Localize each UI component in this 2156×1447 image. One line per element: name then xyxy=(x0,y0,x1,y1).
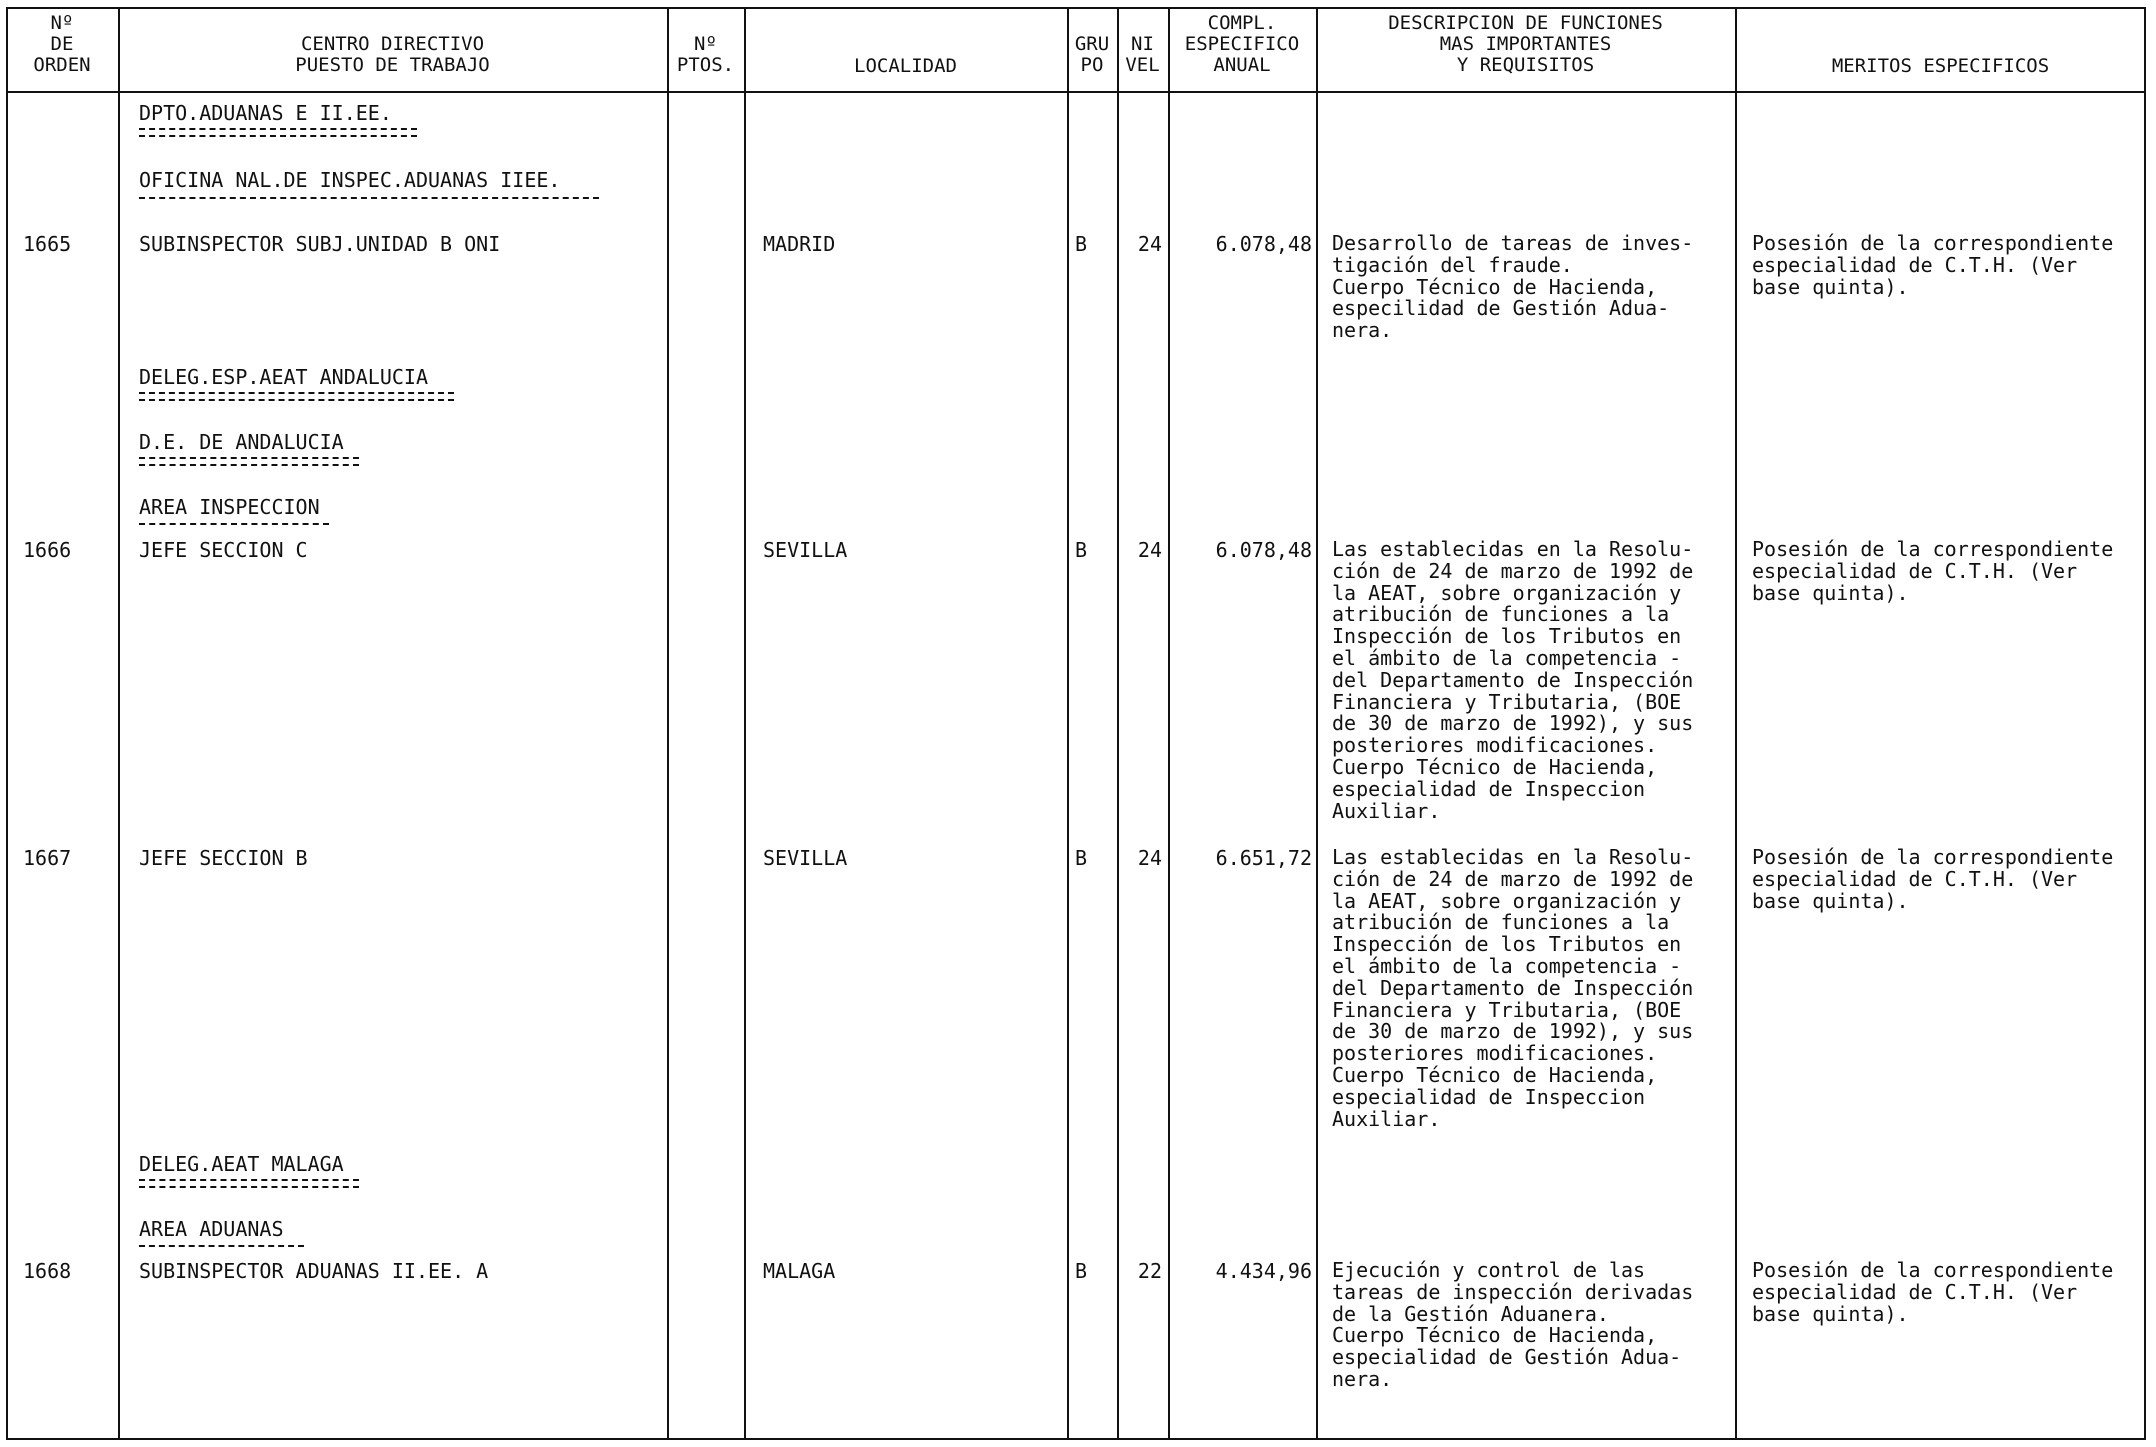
column-divider xyxy=(667,7,669,1440)
column-divider xyxy=(1316,7,1318,1440)
single-underline xyxy=(139,523,329,525)
column-divider xyxy=(1117,7,1119,1440)
header-orden: Nº DE ORDEN xyxy=(33,12,91,76)
row-descripcion: Ejecución y control de las tareas de inspección derivadas de la Gestión Aduanera. Cuerpo Técnico de Hacienda, especialidad de Gestión Adua- nera. xyxy=(1332,1258,1694,1391)
row-localidad: SEVILLA xyxy=(763,846,848,870)
table-frame xyxy=(6,7,2146,1440)
column-divider xyxy=(1168,7,1170,1440)
row-meritos: Posesión de la correspondiente especialidad de C.T.H. (Ver base quinta). xyxy=(1752,537,2114,605)
section-heading: AREA INSPECCION xyxy=(139,495,320,519)
double-underline xyxy=(139,457,359,466)
header-localidad: LOCALIDAD xyxy=(854,55,957,77)
row-descripcion: Las establecidas en la Resolu- ción de 24 de marzo de 1992 de la AEAT, sobre organización y atribución de funciones a la Inspección de los Tributos en el ámbito de la competencia - del Departamento de Inspección Financiera y Tributaria, (BOE de 30 de marzo de 1992), y sus posteriores modificaciones. Cuerpo Técnico de Hacienda, especialidad de Inspeccion Auxiliar. xyxy=(1332,845,1694,1131)
section-heading: OFICINA NAL.DE INSPEC.ADUANAS IIEE. xyxy=(139,168,561,192)
section-heading: D.E. DE ANDALUCIA xyxy=(139,430,344,454)
column-divider xyxy=(744,7,746,1440)
double-underline xyxy=(139,1179,359,1188)
header-descripcion: DESCRIPCION DE FUNCIONES MAS IMPORTANTES Y REQUISITOS xyxy=(1388,12,1663,76)
row-puesto: JEFE SECCION C xyxy=(139,538,308,562)
row-puesto: SUBINSPECTOR SUBJ.UNIDAD B ONI xyxy=(139,232,501,256)
header-divider xyxy=(6,91,2146,93)
row-puesto: SUBINSPECTOR ADUANAS II.EE. A xyxy=(139,1259,489,1283)
row-nivel: 24 xyxy=(1137,232,1162,256)
row-nivel: 24 xyxy=(1137,846,1162,870)
row-descripcion: Desarrollo de tareas de inves- tigación del fraude. Cuerpo Técnico de Hacienda, especilidad de Gestión Adua- nera. xyxy=(1332,231,1694,343)
single-underline xyxy=(139,197,599,199)
row-orden: 1665 xyxy=(23,232,72,256)
section-heading: DELEG.ESP.AEAT ANDALUCIA xyxy=(139,365,428,389)
row-localidad: MADRID xyxy=(763,232,836,256)
document-page xyxy=(6,7,2152,1447)
row-compl: 6.078,48 xyxy=(1215,232,1312,256)
row-nivel: 24 xyxy=(1137,538,1162,562)
section-heading: DELEG.AEAT MALAGA xyxy=(139,1152,344,1176)
row-grupo: B xyxy=(1075,538,1088,562)
column-divider xyxy=(1067,7,1069,1440)
row-meritos: Posesión de la correspondiente especialidad de C.T.H. (Ver base quinta). xyxy=(1752,845,2114,913)
header-centro: CENTRO DIRECTIVO PUESTO DE TRABAJO xyxy=(295,33,490,76)
header-meritos: MERITOS ESPECIFICOS xyxy=(1831,55,2050,77)
row-compl: 6.078,48 xyxy=(1215,538,1312,562)
column-divider xyxy=(118,7,120,1440)
row-compl: 6.651,72 xyxy=(1215,846,1312,870)
row-orden: 1667 xyxy=(23,846,72,870)
header-ptos: Nº PTOS. xyxy=(676,33,735,76)
header-compl: COMPL. ESPECIFICO ANUAL xyxy=(1184,12,1300,76)
double-underline xyxy=(139,128,417,137)
row-localidad: MALAGA xyxy=(763,1259,836,1283)
row-puesto: JEFE SECCION B xyxy=(139,846,308,870)
section-heading: DPTO.ADUANAS E II.EE. xyxy=(139,101,392,125)
row-compl: 4.434,96 xyxy=(1215,1259,1312,1283)
row-nivel: 22 xyxy=(1137,1259,1162,1283)
row-grupo: B xyxy=(1075,232,1088,256)
row-orden: 1668 xyxy=(23,1259,72,1283)
header-nivel: NI VEL xyxy=(1125,33,1160,76)
row-grupo: B xyxy=(1075,1259,1088,1283)
row-orden: 1666 xyxy=(23,538,72,562)
section-heading: AREA ADUANAS xyxy=(139,1217,284,1241)
row-meritos: Posesión de la correspondiente especialidad de C.T.H. (Ver base quinta). xyxy=(1752,1258,2114,1326)
column-divider xyxy=(1735,7,1737,1440)
single-underline xyxy=(139,1245,304,1247)
row-localidad: SEVILLA xyxy=(763,538,848,562)
row-grupo: B xyxy=(1075,846,1088,870)
double-underline xyxy=(139,392,454,401)
header-grupo: GRU PO xyxy=(1074,33,1110,76)
row-descripcion: Las establecidas en la Resolu- ción de 24 de marzo de 1992 de la AEAT, sobre organización y atribución de funciones a la Inspección de los Tributos en el ámbito de la competencia - del Departamento de Inspección Financiera y Tributaria, (BOE de 30 de marzo de 1992), y sus posteriores modificaciones. Cuerpo Técnico de Hacienda, especialidad de Inspeccion Auxiliar. xyxy=(1332,537,1694,823)
row-meritos: Posesión de la correspondiente especialidad de C.T.H. (Ver base quinta). xyxy=(1752,231,2114,299)
